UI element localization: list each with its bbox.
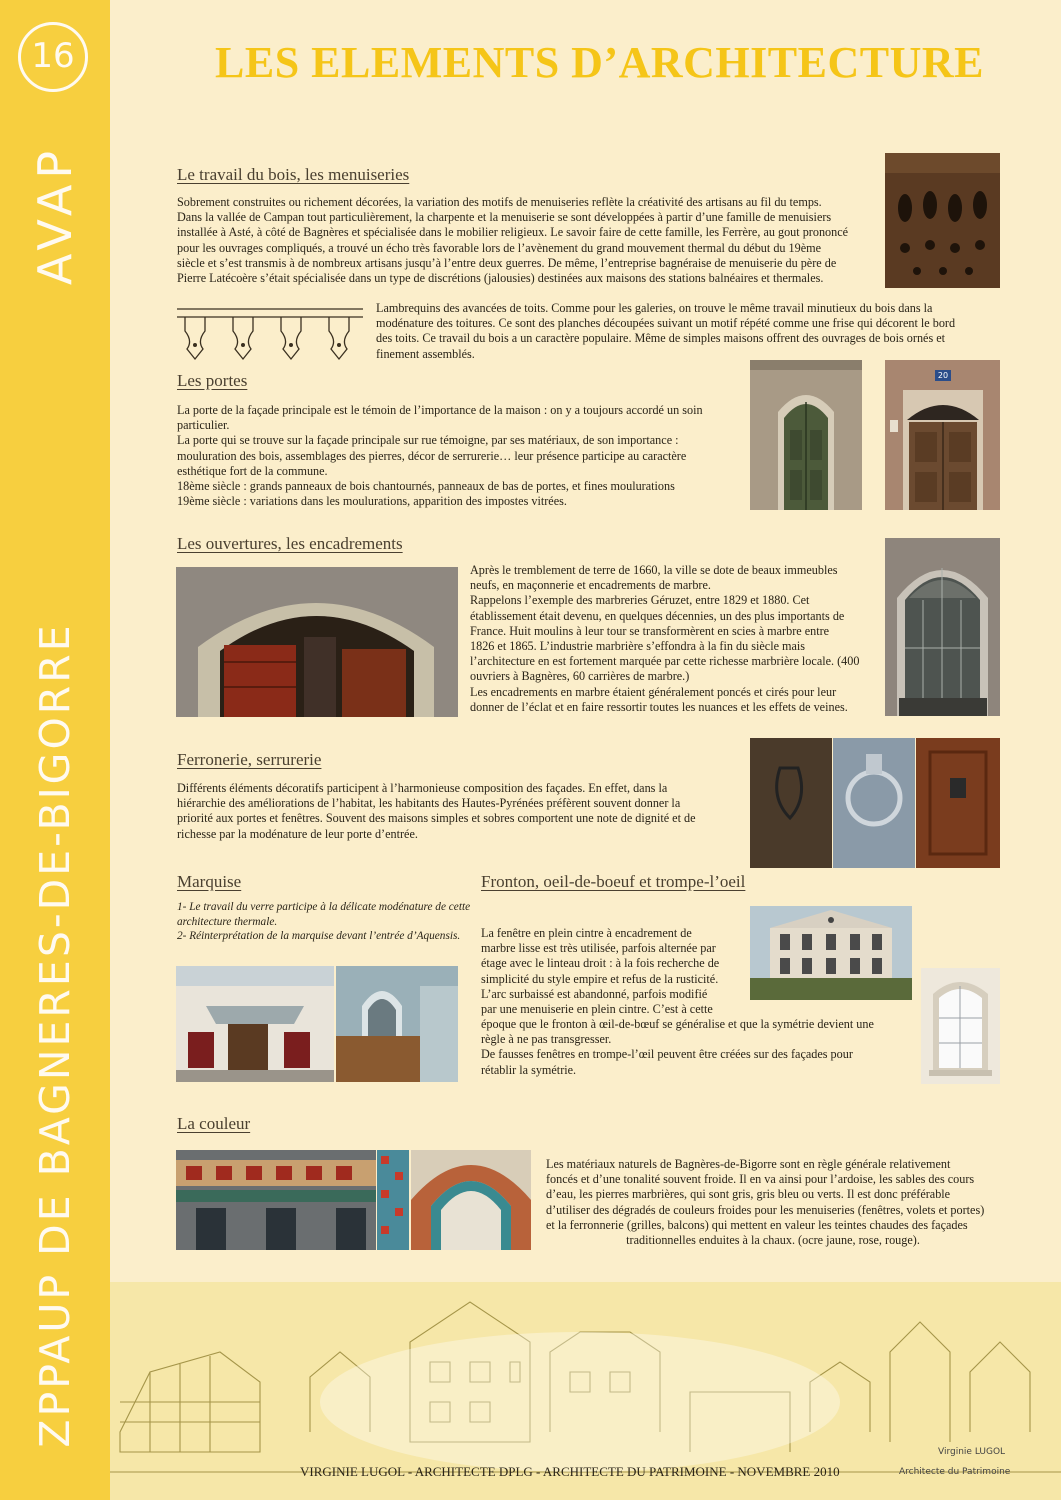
photo-marble-arch: [176, 567, 458, 717]
photo-wooden-door: [885, 360, 1000, 510]
text-marquise: 1- Le travail du verre participe à la délicate modénature de cette architecture thermale. 2- Réinterprétation de la marquise devant l’entrée d’Aquensis.: [177, 901, 471, 942]
text-bois: Sobrement construites ou richement décorées, la variation des motifs de menuiseries reflète la créativité des artisans au fil du temps. Dans la vallée de Campan tout particulièrement, la charpente et la menuiserie se sont développées à partir d’une famille de menuisiers installée à Asté, à côté de Bagnères et spécialisée dans le mobilier religieux. Le savoir faire de cette famille, les Ferrère, au gout prononcé pour les ouvrages compliqués, a trouvé un écho très favorable lors de l’avènement du grand mouvement thermal du début du 19ème siècle et s’est transmis à de nombreux artisans jusqu’à l’entre deux guerres. De même, l’entreprise bagnéraise de menuiserie du père de Pierre Latécoère s’était spécialisée dans un type de discrétions (jalousies) destinées aux maisons des stations balnéaires et thermales.: [177, 195, 849, 286]
footer-credit: VIRGINIE LUGOL - ARCHITECTE DPLG - ARCHITECTE DU PATRIMOINE - NOVEMBRE 2010: [300, 1464, 840, 1479]
photo-glass-marquise: [176, 966, 334, 1082]
signature-role: Architecte du Patrimoine: [899, 1467, 1011, 1477]
photo-aquensis-marquise: [336, 966, 458, 1082]
heading-fronton: Fronton, oeil-de-boeuf et trompe-l’oeil: [481, 872, 746, 891]
text-lambrequins: Lambrequins des avancées de toits. Comme pour les galeries, on trouve le même travail minutieux du bois dans la modénature des toitures. Ce sont des planches découpées suivant un motif répété comme une frise qui décorent le bord des toits. Ce travail du bois a un caractère populaire. Même de simples maisons offrent des ouvrages de bois ornés et finement assemblés.: [376, 301, 956, 361]
photo-door-knockers: [750, 738, 1000, 868]
photo-arched-window: [885, 538, 1000, 716]
house-number-plate: 20: [935, 370, 951, 381]
heading-ferronerie: Ferronerie, serrurerie: [177, 750, 322, 769]
text-portes: La porte de la façade principale est le témoin de l’importance de la maison : on y a toujours accordé un soin particulier. La porte qui se trouve sur la façade principale sur rue témoigne, par ses matériaux, de son importance : mouluration des bois, assemblages des pierres, décor de serrurerie… leur présence participe au caractère esthétique fort de la commune. 18ème siècle : grands panneaux de bois chantournés, panneaux de bas de portes, et fines moulurations 19ème siècle : variations dans les moulurations, apparition des impostes vitrées.: [177, 403, 703, 509]
photo-green-door: [750, 360, 862, 510]
sidebar-label-avap: AVAP: [28, 144, 82, 286]
heading-couleur: La couleur: [177, 1114, 251, 1133]
sidebar-label-zppaup: ZPPAUP DE BAGNERES-DE-BIGORRE: [31, 622, 79, 1448]
page-number-badge: 16: [18, 22, 88, 92]
photo-pediment-facade: [750, 906, 912, 1000]
text-ouvertures: Après le tremblement de terre de 1660, la ville se dote de beaux immeubles neufs, en maçonnerie et encadrements de marbre. Rappelons l’exemple des marbreries Géruzet, entre 1829 et 1880. Cet établissement était devenu, en quelques décennies, un des plus importants de France. Huit moulins à leur tour se transformèrent en scies à marbre entre 1826 et 1865. L’industrie marbrière s’effondra à la fin du siècle mais l’architecture en est fortement marquée par cette richesse marbrière locale. (400 ouvriers à Bagnères, 60 carrières de marbre.) Les encadrements en marbre étaient généralement poncés et cirés pour leur donner de l’éclat et en faire ressortir toutes les nuances et les effets de veines.: [470, 563, 860, 714]
heading-marquise: Marquise: [177, 872, 242, 891]
photo-trompe-loeil-window: [921, 968, 1000, 1084]
text-fronton-narrow: La fenêtre en plein cintre à encadrement de marbre lisse est très utilisée, parfois alternée par étage avec le linteau droit : à la fois recherche de simplicité du style empire et refus de la rusticité. L’arc surbaissé est abandonné, parfois modifié par une menuiserie en plein cintre. C’est à cette: [481, 926, 720, 1017]
text-ferronerie: Différents éléments décoratifs participent à l’harmonieuse composition des façades. En effet, dans la hiérarchie des améliorations de l’habitat, les habitants des Hautes-Pyrénées préfèrent souvent donner la priorité aux portes et fenêtres. Souvent des maisons simples et sobres comportent une note de dignité et de richesse par la modénature de leur porte d’entrée.: [177, 781, 696, 841]
text-fronton-wide: époque que le fronton à œil-de-bœuf se généralise et que la symétrie devient une règle à ne pas transgresser. De fausses fenêtres en trompe-l’œil peuvent être créées sur des façades pour rétablir la symétrie.: [481, 1017, 874, 1077]
photo-colored-tiles-facade: [176, 1150, 376, 1250]
heading-portes: Les portes: [177, 371, 248, 390]
photo-carved-wood-panel: [885, 153, 1000, 288]
text-couleur: Les matériaux naturels de Bagnères-de-Bigorre sont en règle générale relativement foncés et d’une tonalité souvent froide. Il en va ainsi pour l’ardoise, les sables des cours d’eau, les pierres marbrières, qui sont gris, gris bleu ou verts. Il est donc préférable d’utiliser des dégradés de couleurs froides pour les menuiseries (fenêtres, volets et portes) et la ferronnerie (grilles, balcons) qui mettent en valeur les teintes chaudes des façades traditionnelles enduites à la chaux. (ocre jaune, rose, rouge).: [546, 1157, 985, 1248]
photo-mosaic-strip: [377, 1150, 409, 1250]
heading-ouvertures: Les ouvertures, les encadrements: [177, 534, 403, 553]
signature-name: Virginie LUGOL: [938, 1447, 1006, 1457]
photo-brick-arch: [411, 1150, 531, 1250]
lambrequin-drawing: [175, 301, 365, 365]
page-title: LES ELEMENTS D’ARCHITECTURE: [215, 38, 984, 87]
heading-bois: Le travail du bois, les menuiseries: [177, 165, 410, 184]
